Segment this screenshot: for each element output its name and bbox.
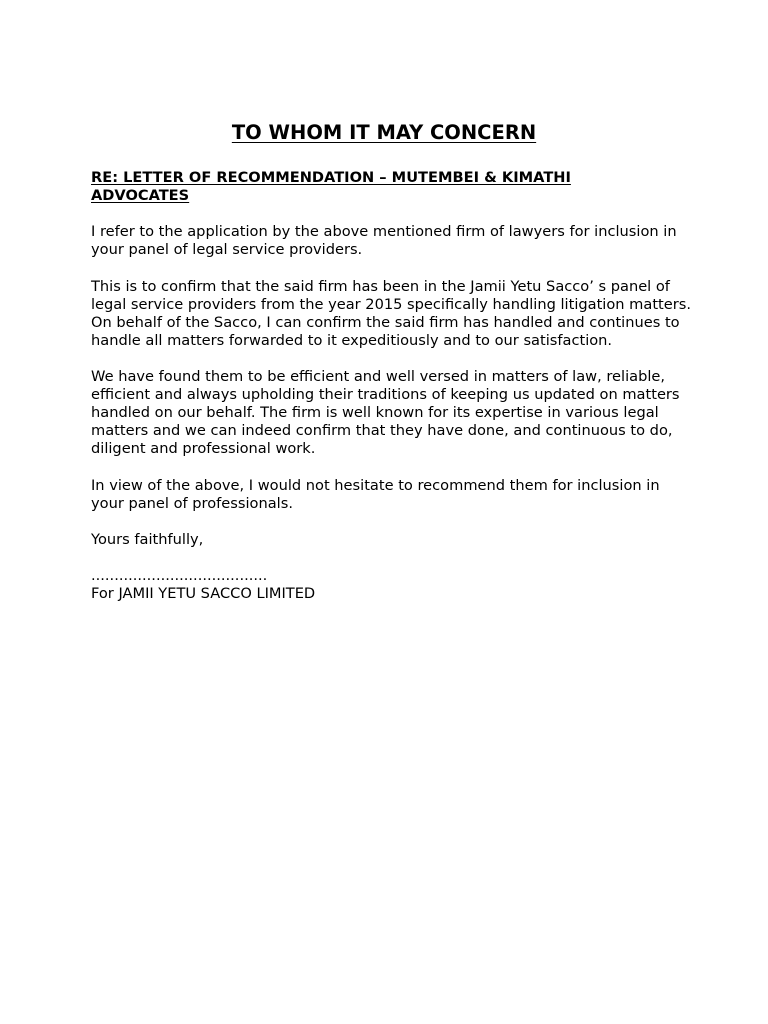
paragraph-confirmation: This is to confirm that the said firm has been in the Jamii Yetu Sacco’ s panel of legal service providers from the year 2015 specifically handling litigation matters. On behalf of the Sacco, I can confirm the said firm has handled and continues to handle all matters forwarded to it expeditiously and to our satisfaction. (91, 277, 692, 349)
reference-line: RE: LETTER OF RECOMMENDATION – MUTEMBEI & KIMATHI ADVOCATES (91, 169, 571, 205)
letter-body (91, 169, 691, 603)
paragraph-intro: I refer to the application by the above mentioned firm of lawyers for inclusion in your panel of legal service providers. (91, 223, 677, 259)
signatory-organization: For JAMII YETU SACCO LIMITED (91, 585, 316, 603)
closing-salutation: Yours faithfully, (91, 530, 204, 548)
letter-title: TO WHOM IT MAY CONCERN (231, 121, 537, 144)
paragraph-recommendation: In view of the above, I would not hesitate to recommend them for inclusion in your panel of professionals. (91, 476, 660, 512)
paragraph-assessment: We have found them to be efficient and well versed in matters of law, reliable, efficient and always upholding their traditions of keeping us updated on matters handled on our behalf. The firm is well known for its expertise in various legal matters and we can indeed confirm that they have done, and continuous to do, diligent and professional work. (91, 368, 680, 458)
signature-line: ...................................... (91, 567, 268, 585)
